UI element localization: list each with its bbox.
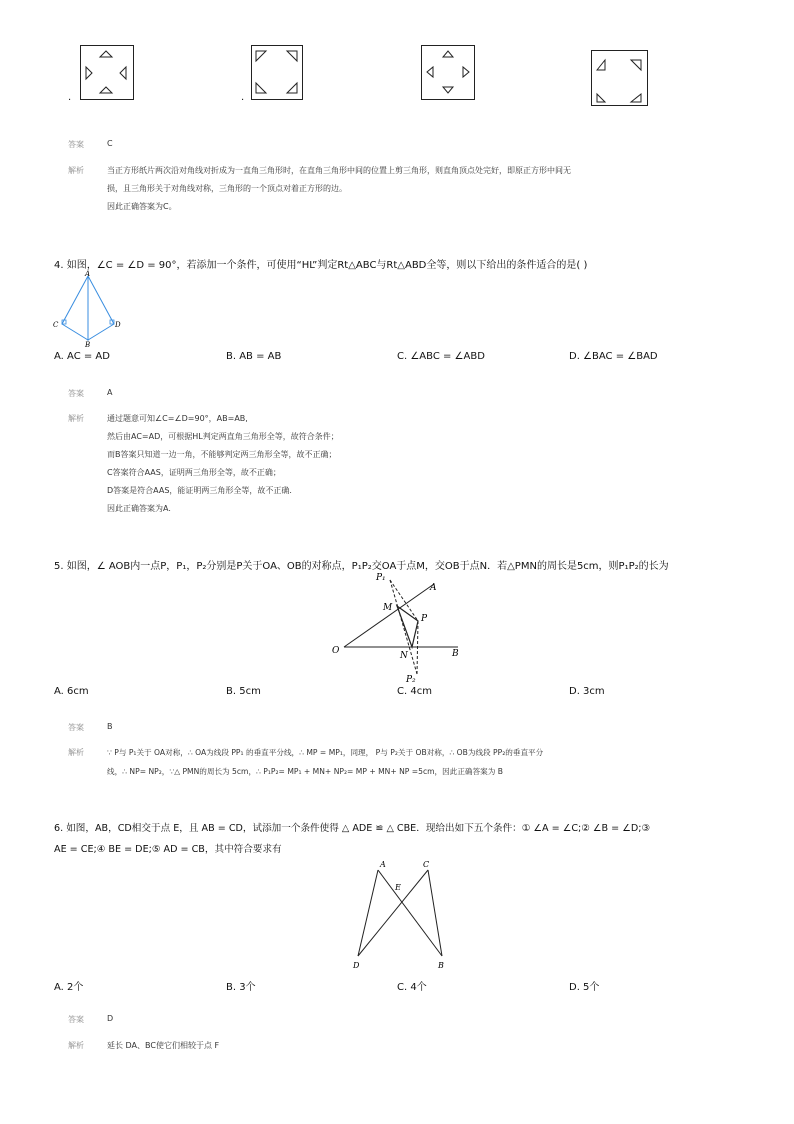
q3-analysis-label: 解析 bbox=[68, 166, 84, 175]
square-figure-4 bbox=[591, 50, 649, 108]
square-figure-3 bbox=[421, 45, 475, 101]
q5-answer: B bbox=[107, 722, 113, 731]
q4-answer-label: 答案 bbox=[68, 389, 84, 398]
q4-analysis-label: 解析 bbox=[68, 414, 84, 423]
q4-fig-label-c: C bbox=[53, 321, 59, 329]
q6-fig-label-e: E bbox=[395, 883, 401, 892]
q4-fig-label-d: D bbox=[115, 321, 121, 329]
q6-answer: D bbox=[107, 1014, 114, 1023]
q3-analysis-line3: 因此正确答案为C。 bbox=[107, 202, 177, 211]
q6-stem-line1: 6. 如图，AB，CD相交于点 E，且 AB = CD，试添加一个条件使得 △ ADE ≌ △ CBE．现给出如下五个条件：① ∠A = ∠C;② ∠B = ∠D;③ bbox=[54, 823, 651, 834]
dot-b: . bbox=[241, 92, 245, 103]
q6-answer-label: 答案 bbox=[68, 1015, 84, 1024]
q6-option-b[interactable]: B. 3个 bbox=[226, 982, 256, 993]
q4-option-b[interactable]: B. AB = AB bbox=[226, 351, 282, 362]
q5-fig-label-p: P bbox=[421, 614, 428, 624]
q5-analysis-label: 解析 bbox=[68, 748, 84, 757]
q4-stem: 4. 如图，∠C = ∠D = 90°，若添加一个条件，可使用“HL”判定Rt△ABC与Rt△ABD全等，则以下给出的条件适合的是( ) bbox=[54, 260, 588, 271]
q4-answer: A bbox=[107, 388, 113, 397]
q6-option-c[interactable]: C. 4个 bbox=[397, 982, 427, 993]
q5-fig-label-b: B bbox=[452, 649, 459, 659]
q5-option-c[interactable]: C. 4cm bbox=[397, 686, 432, 697]
q3-answer-label: 答案 bbox=[68, 140, 84, 149]
q5-fig-label-p2: P₂ bbox=[406, 675, 416, 684]
square-figure-1 bbox=[80, 45, 134, 101]
q4-fig-label-b: B bbox=[85, 341, 91, 348]
q5-option-d[interactable]: D. 3cm bbox=[569, 686, 605, 697]
q5-answer-label: 答案 bbox=[68, 723, 84, 732]
q3-analysis-line2: 损，且三角形关于对角线对称，三角形的一个顶点对着正方形的边。 bbox=[107, 184, 347, 193]
q5-analysis-line2: 线，∴ NP= NP₂，∵△ PMN的周长为 5cm，∴ P₁P₂= MP₁ + MN+ NP₂= MP + MN+ NP =5cm，因此正确答案为 B bbox=[107, 767, 503, 776]
q6-stem-line2: AE = CE;④ BE = DE;⑤ AD = CB，其中符合要求有 bbox=[54, 844, 282, 855]
q4-analysis-line: D答案是符合AAS，能证明两三角形全等，故不正确. bbox=[107, 486, 292, 495]
q6-option-d[interactable]: D. 5个 bbox=[569, 982, 600, 993]
q6-fig-label-c: C bbox=[423, 860, 430, 869]
q6-analysis: 延长 DA、BC使它们相较于点 F bbox=[107, 1041, 220, 1050]
q3-analysis-line1: 当正方形纸片两次沿对角线对折成为一直角三角形时，在直角三角形中间的位置上剪三角形，则直角顶点处完好，即原正方形中间无 bbox=[107, 166, 571, 175]
q4-analysis-line: C答案符合AAS，证明两三角形全等，故不正确； bbox=[107, 468, 281, 477]
q6-option-a[interactable]: A. 2个 bbox=[54, 982, 84, 993]
q4-figure bbox=[52, 270, 132, 348]
q6-figure bbox=[344, 856, 452, 972]
square-figure-2 bbox=[251, 45, 303, 101]
q6-fig-label-b: B bbox=[438, 961, 444, 970]
q6-fig-label-d: D bbox=[353, 961, 360, 970]
q4-analysis-line: 通过题意可知∠C=∠D=90°，AB=AB, bbox=[107, 414, 248, 423]
q5-analysis-line1: ∵ P与 P₁关于 OA对称，∴ OA为线段 PP₁ 的垂直平分线，∴ MP = MP₁，同理， P与 P₂关于 OB对称，∴ OB为线段 PP₂的垂直平分 bbox=[107, 748, 544, 757]
dot-a: . bbox=[68, 92, 72, 103]
q5-fig-label-a: A bbox=[430, 583, 437, 593]
q6-analysis-label: 解析 bbox=[68, 1041, 84, 1050]
q5-option-a[interactable]: A. 6cm bbox=[54, 686, 89, 697]
q4-option-d[interactable]: D. ∠BAC = ∠BAD bbox=[569, 351, 658, 362]
q5-option-b[interactable]: B. 5cm bbox=[226, 686, 261, 697]
q5-fig-label-p1: P₁ bbox=[376, 573, 386, 583]
q6-fig-label-a: A bbox=[380, 860, 386, 869]
q4-option-a[interactable]: A. AC = AD bbox=[54, 351, 110, 362]
q5-figure bbox=[326, 566, 466, 684]
q4-analysis-line: 而B答案只知道一边一角，不能够判定两三角形全等，故不正确； bbox=[107, 450, 337, 459]
q4-analysis-line: 然后由AC=AD，可根据HL判定两直角三角形全等，故符合条件； bbox=[107, 432, 339, 441]
q4-option-c[interactable]: C. ∠ABC = ∠ABD bbox=[397, 351, 485, 362]
q5-fig-label-o: O bbox=[332, 646, 340, 656]
q4-analysis-line: 因此正确答案为A. bbox=[107, 504, 171, 513]
q3-answer: C bbox=[107, 139, 113, 148]
q5-fig-label-n: N bbox=[400, 651, 408, 661]
q4-fig-label-a: A bbox=[85, 270, 91, 278]
q5-stem: 5. 如图，∠ AOB内一点P，P₁，P₂分别是P关于OA、OB的对称点，P₁P₂交OA于点M，交OB于点N．若△PMN的周长是5cm，则P₁P₂的长为 bbox=[54, 561, 669, 572]
q5-fig-label-m: M bbox=[383, 603, 393, 613]
